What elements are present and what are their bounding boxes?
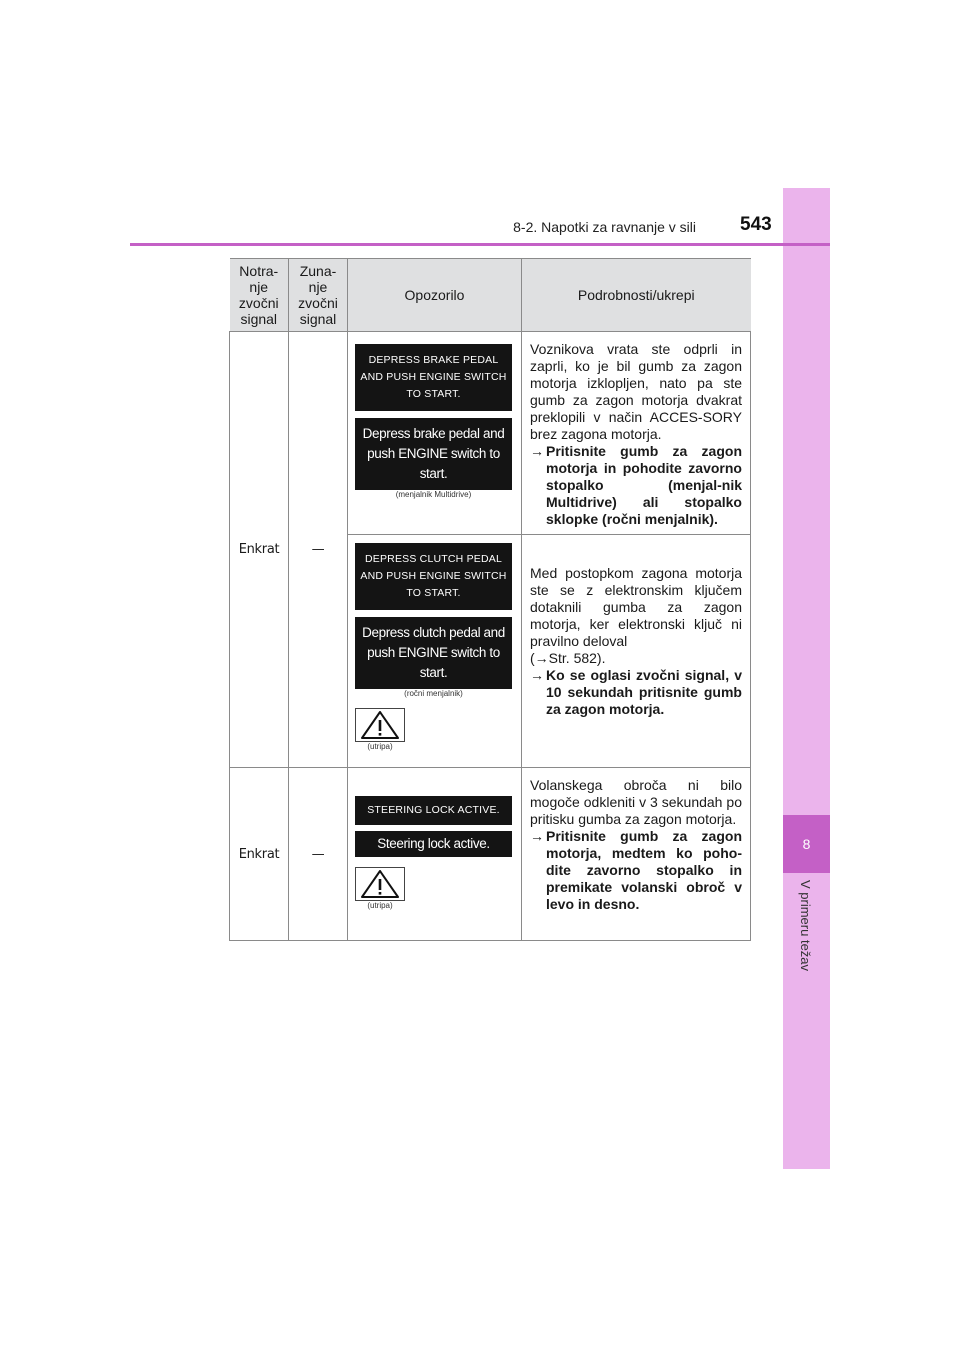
display-message-mixed: Depress clutch pedal and push ENGINE switch to start. <box>355 617 512 689</box>
arrow-icon: → <box>530 667 544 683</box>
external-buzzer-cell: — <box>289 768 348 941</box>
section-title: 8-2. Napotki za ravnanje v sili <box>513 219 696 235</box>
header-external-buzzer: Zuna-nje zvočni signal <box>289 259 348 332</box>
internal-buzzer-cell: Enkrat <box>230 768 289 941</box>
display-message-caps: DEPRESS CLUTCH PEDAL AND PUSH ENGINE SWITCH TO START. <box>355 543 512 610</box>
chapter-side-tab <box>783 188 830 1169</box>
action-item <box>530 667 742 718</box>
details-text: Volanskega obroča ni bilo mogoče odkleniti v 3 sekundah po pritisku gumba za zagon motorja. <box>530 777 742 827</box>
header-internal-buzzer: Notra-nje zvočni signal <box>230 259 289 332</box>
table-header-row <box>230 259 751 332</box>
external-buzzer-cell: — <box>289 332 348 768</box>
internal-buzzer-cell: Enkrat <box>230 332 289 768</box>
action-item <box>530 828 742 913</box>
chapter-number-box <box>783 815 830 873</box>
table-row <box>230 332 751 535</box>
warning-table <box>229 258 751 941</box>
header-warning: Opozorilo <box>348 259 522 332</box>
details-text: Med postopkom zagona motorja ste se z elektronskim ključem dotaknili gumba za zagon motorja, ker elektronski ključ ni pravilno deloval <box>530 565 742 649</box>
action-text: Pritisnite gumb za zagon motorja in pohodite zavorno stopalko (menjal-nik Multidrive) ali stopalko sklopke (ročni menjalnik). <box>546 443 742 527</box>
page-reference: (→Str. 582). <box>530 650 606 666</box>
action-text: Pritisnite gumb za zagon motorja, medtem ko poho-dite zavorno stopalko in premikate volanski obroč v levo in desno. <box>546 828 742 912</box>
details-cell <box>522 535 751 768</box>
details-cell <box>522 768 751 941</box>
warning-cell <box>348 332 522 535</box>
header-details: Podrobnosti/ukrepi <box>522 259 751 332</box>
arrow-icon: → <box>530 443 544 459</box>
display-message-mixed: Depress brake pedal and push ENGINE switch to start. <box>355 418 512 490</box>
action-text: Ko se oglasi zvočni signal, v 10 sekundah pritisnite gumb za zagon motorja. <box>546 667 742 717</box>
arrow-icon: → <box>534 650 549 666</box>
display-message-caps: DEPRESS BRAKE PEDAL AND PUSH ENGINE SWITCH TO START. <box>355 344 512 411</box>
warning-cell <box>348 768 522 941</box>
details-cell <box>522 332 751 535</box>
chapter-label: V primeru težav <box>798 880 813 972</box>
action-item <box>530 443 742 528</box>
details-text: Voznikova vrata ste odprli in zaprli, ko je bil gumb za zagon motorja izklopljen, nato pa ste gumb za zagon motorja dvakrat preklopili v način ACCES-SORY brez zagona motorja. <box>530 341 742 442</box>
arrow-icon: → <box>530 828 544 844</box>
display-message-mixed: Steering lock active. <box>355 831 512 857</box>
warning-caption: (utripa) <box>367 901 393 910</box>
display-message-caps: STEERING LOCK ACTIVE. <box>355 796 512 825</box>
header-rule <box>130 243 830 246</box>
transmission-caption: (menjalnik Multidrive) <box>395 490 472 499</box>
table-row <box>230 768 751 941</box>
warning-triangle-icon <box>355 867 405 901</box>
chapter-number: 8 <box>802 836 811 852</box>
page-number: 543 <box>740 214 772 235</box>
warning-caption: (utripa) <box>367 742 393 751</box>
transmission-caption: (ročni menjalnik) <box>404 689 463 698</box>
warning-cell <box>348 535 522 768</box>
warning-triangle-icon <box>355 708 405 742</box>
